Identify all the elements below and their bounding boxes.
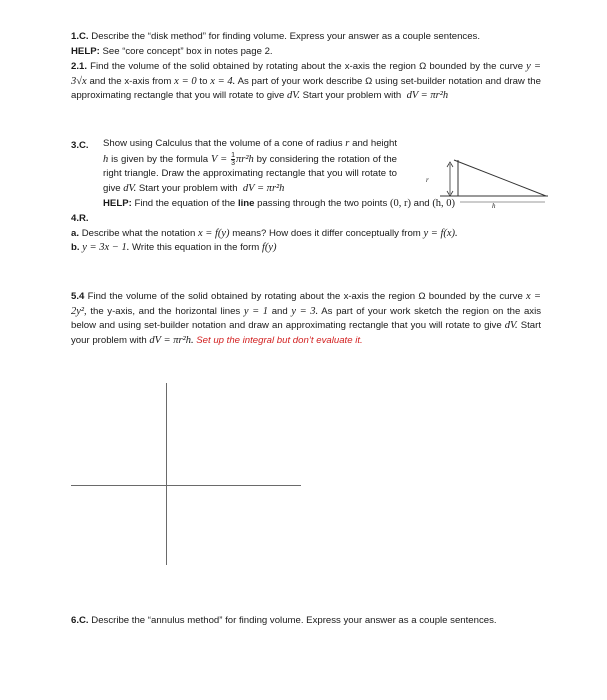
- q4r-a-math-2: y = f(x).: [423, 227, 458, 239]
- q4r-b-text: Write this equation in the form: [132, 242, 260, 254]
- q21-from: x = 0: [174, 75, 197, 87]
- q4r-a-text-1: Describe what the notation: [81, 227, 196, 239]
- q3c-help-line: line: [237, 198, 255, 209]
- sketch-x-axis: [71, 485, 301, 486]
- one-third-fraction: [231, 152, 235, 167]
- q21-text-4: Start your problem with: [302, 90, 402, 102]
- q3c-text-5: Start your problem with: [138, 182, 238, 194]
- q21-text-1: Find the volume of the solid obtained by rotating about the x-axis the region Ω bounded by the curve: [90, 61, 524, 72]
- q3c-and: and: [413, 198, 430, 209]
- q21-curve: y = 3√x: [71, 61, 541, 87]
- q21-to-word: to: [199, 75, 208, 87]
- question-3c: [103, 137, 397, 196]
- question-5-4: [71, 290, 541, 348]
- q3c-point-2: (h, 0): [432, 198, 456, 209]
- q21-formula: dV = πr²h: [406, 90, 449, 102]
- q4r-b-math-1: y = 3x − 1.: [82, 242, 130, 254]
- q3c-label-wrap: [71, 139, 101, 154]
- q54-and: and: [271, 305, 288, 317]
- triangle-hypotenuse: [454, 160, 546, 196]
- q3c-by: by: [256, 153, 267, 165]
- q21-label: 2.1.: [71, 61, 88, 72]
- q3c-help-label: HELP:: [103, 198, 132, 209]
- q1c-help-label: HELP:: [71, 45, 100, 57]
- q3c-h: h: [103, 153, 109, 165]
- q54-line-1: y = 1: [243, 305, 269, 317]
- q54-label: 5.4: [71, 291, 85, 302]
- q54-curve: x = 2y²,: [71, 291, 541, 317]
- q4r-a-label: a.: [71, 227, 80, 239]
- q6c-label: 6.C.: [71, 615, 89, 626]
- diagram-r-label: r: [426, 176, 429, 184]
- q3c-label: 3.C.: [71, 140, 89, 151]
- q3c-help: [103, 197, 543, 212]
- q3c-r: r: [345, 138, 350, 149]
- q3c-point-1: (0, r): [389, 198, 411, 209]
- q3c-help-text-2: passing through the two points: [257, 198, 388, 209]
- q1c-label: 1.C.: [71, 31, 89, 42]
- q3c-help-text-1: Find the equation of the: [134, 198, 236, 209]
- q3c-text-4: considering the rotation of the right triangle. Draw the approximating rectangle that you will rotate to give: [103, 153, 398, 194]
- q54-line-2: y = 3.: [291, 305, 319, 317]
- q3c-v: V =: [210, 153, 228, 165]
- question-4r: [71, 212, 541, 256]
- q4r-label: 4.R.: [71, 213, 89, 224]
- diagram-h-label: h: [492, 202, 496, 210]
- q1c-help-text: See “core concept” box in notes page 2.: [102, 45, 273, 57]
- q6c-text: Describe the “annulus method” for finding volume. Express your answer as a couple sentences.: [91, 615, 497, 626]
- q3c-vf: πr²h: [235, 153, 254, 165]
- question-6c: [71, 614, 541, 629]
- q4r-a-math-1: x = f(y): [197, 227, 230, 239]
- q3c-text-1: Show using Calculus that the volume of a cone of radius: [103, 138, 343, 149]
- question-1c: [71, 30, 541, 59]
- q54-instruction: Set up the integral but don’t evaluate it.: [196, 334, 363, 346]
- q54-formula: dV = πr²h.: [149, 334, 194, 346]
- fraction-numerator: 1: [231, 151, 235, 159]
- q54-text-4: Start your problem with: [71, 320, 541, 346]
- q54-text-1: Find the volume of the solid obtained by rotating about the x-axis the region Ω bounded by the curve: [87, 291, 523, 302]
- q21-text-3: As part of your work describe Ω using set-builder notation and draw the approximating rectangle that you will rotate to give: [71, 75, 541, 102]
- q4r-a-text-2: means? How does it differ conceptually from: [232, 227, 421, 239]
- question-2-1: [71, 60, 541, 104]
- q3c-formula: dV = πr²h: [242, 182, 285, 194]
- q54-dv: dV.: [504, 320, 518, 332]
- sketch-y-axis: [166, 383, 167, 565]
- q4r-b-label: b.: [71, 242, 80, 254]
- q21-text-2: and the x-axis from: [89, 75, 172, 87]
- q3c-text-3: is given by the formula: [111, 153, 209, 165]
- q54-text-2: the y-axis, and the horizontal lines: [90, 305, 241, 317]
- q21-to: x = 4.: [210, 75, 236, 87]
- q54-text-3: As part of your work sketch the region on the axis below and using set-builder notation and draw an approximating rectangle that you will rotate to give: [71, 305, 542, 332]
- q3c-text-2: and height: [352, 138, 398, 149]
- q3c-dv: dV.: [123, 182, 137, 194]
- q1c-text: Describe the “disk method” for finding volume. Express your answer as a couple sentences.: [91, 31, 481, 42]
- fraction-denominator: 3: [231, 159, 235, 167]
- q21-dv: dV.: [286, 90, 300, 102]
- q4r-b-math-2: f(y): [261, 242, 277, 254]
